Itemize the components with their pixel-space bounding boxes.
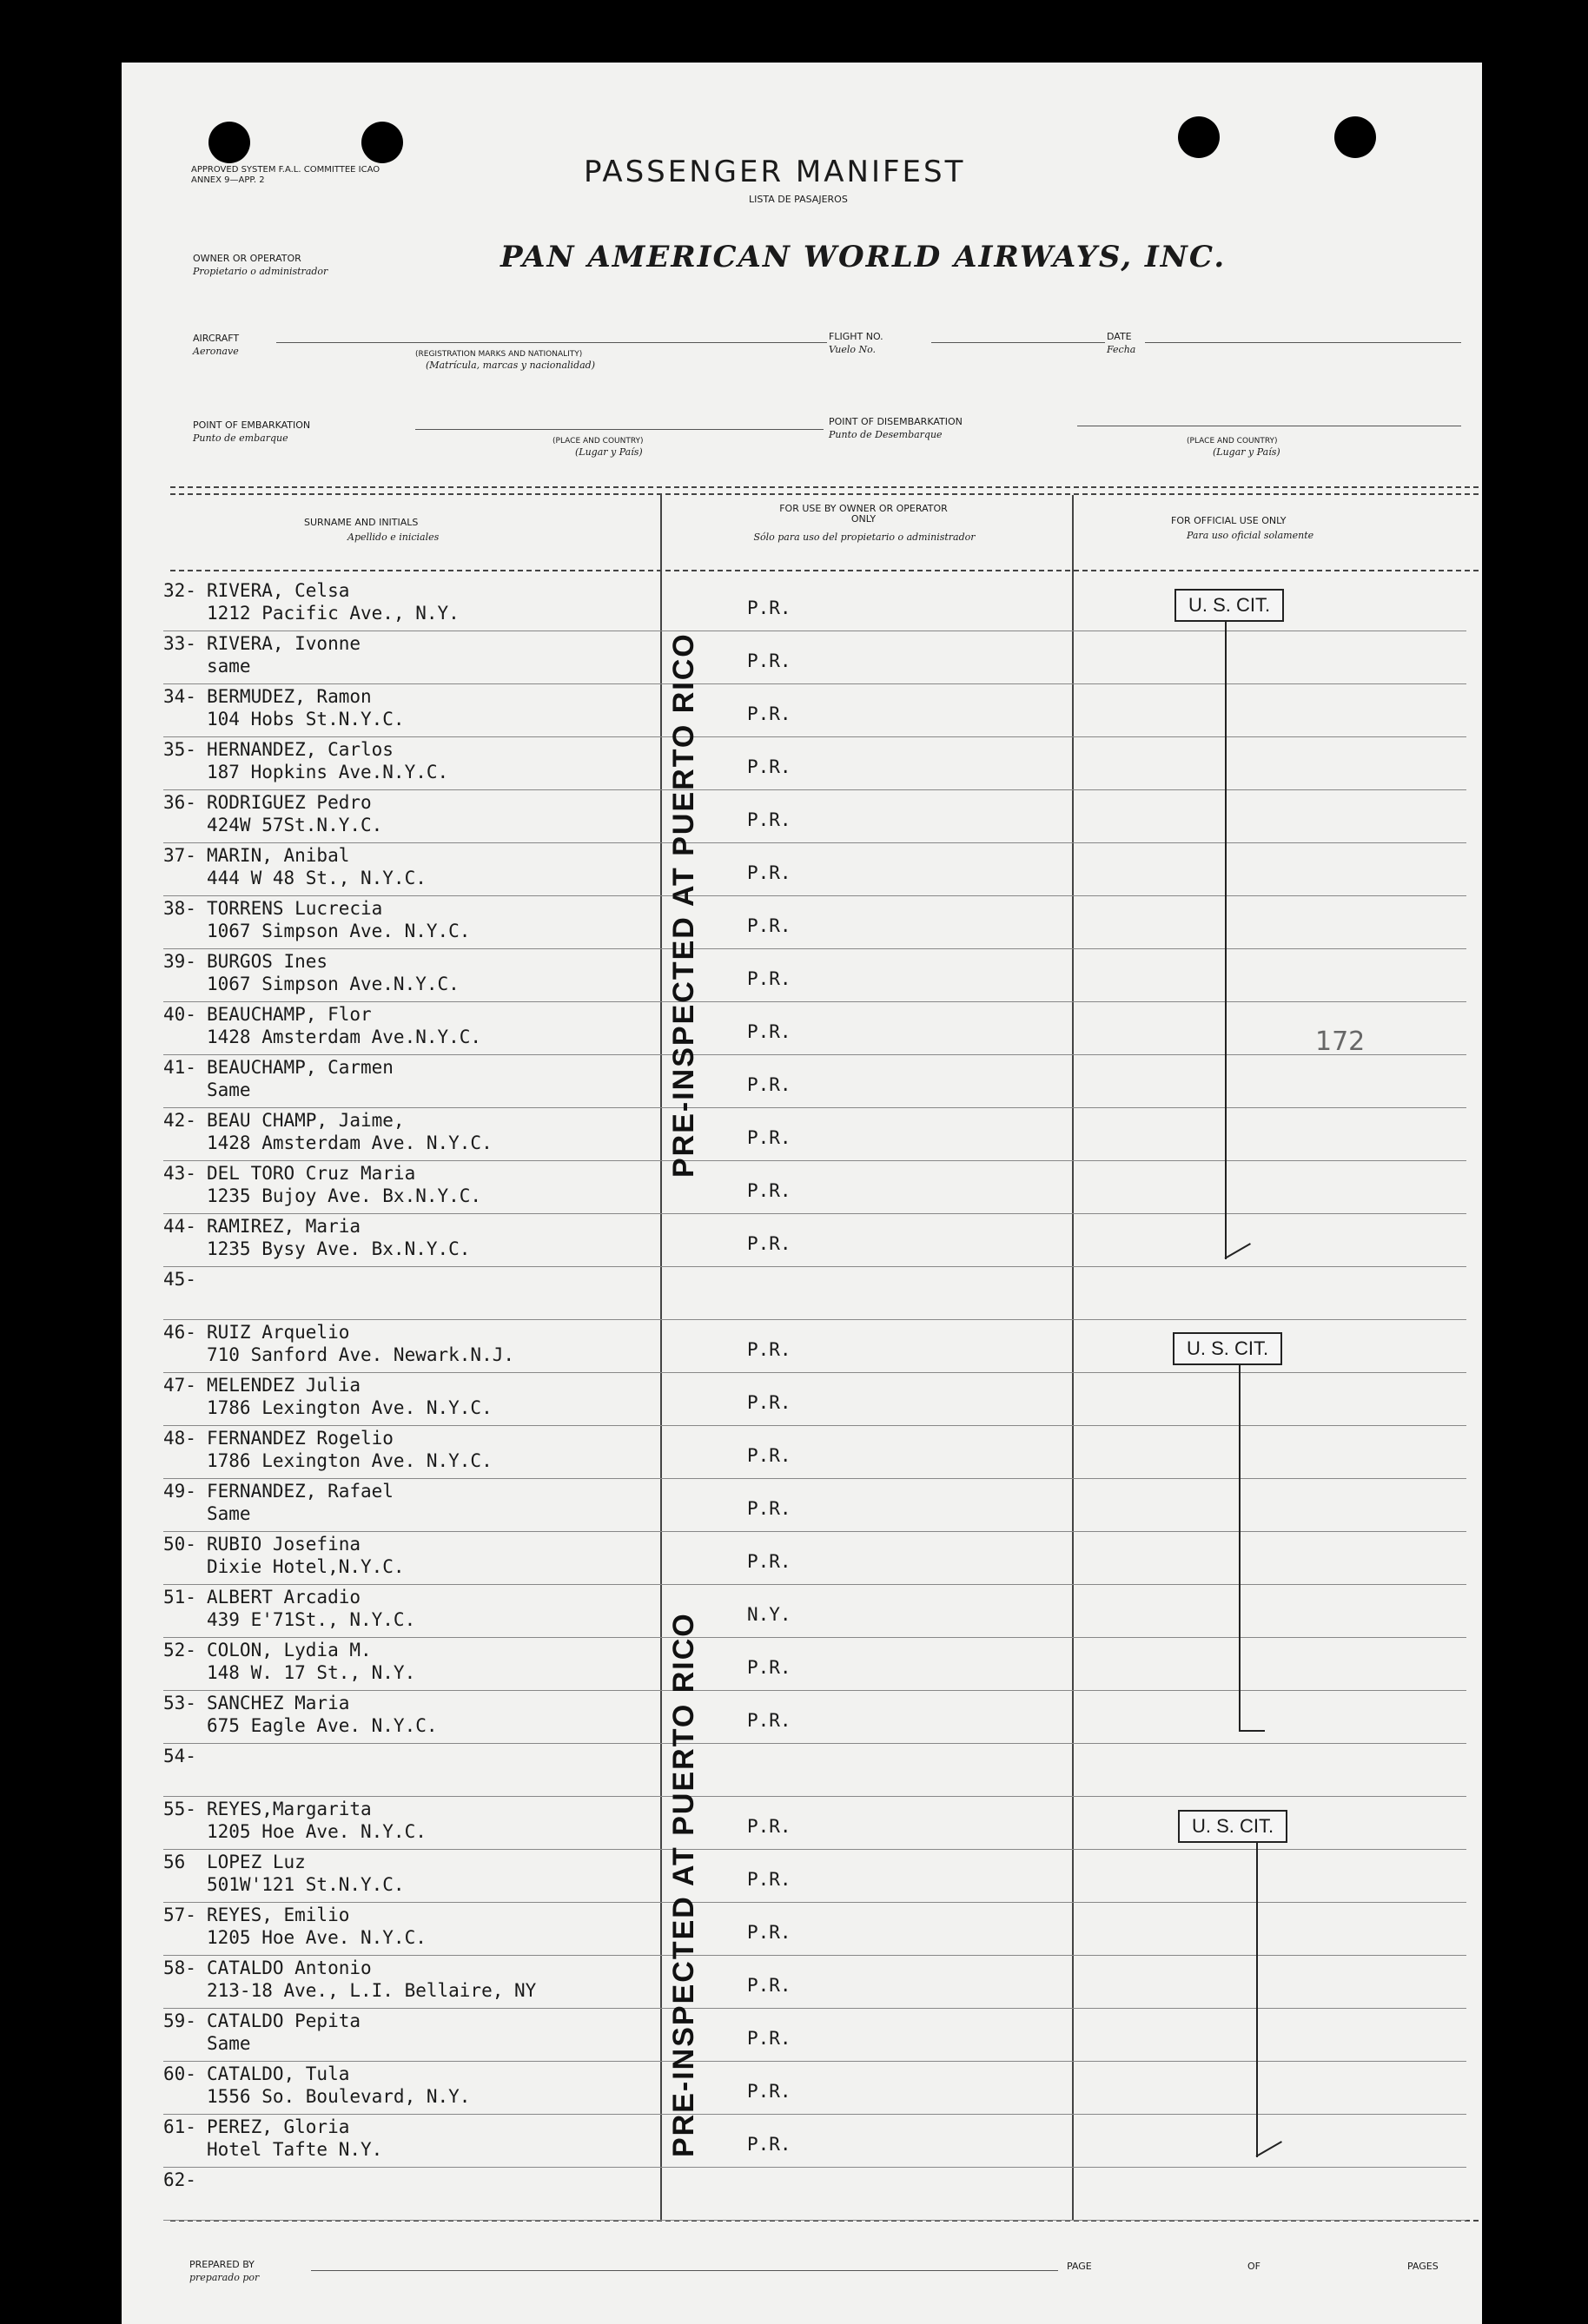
punch-hole [361, 122, 403, 163]
bracket-line [1256, 1843, 1258, 2157]
passenger-address: same [207, 656, 251, 677]
prepared-by-line [311, 2270, 1058, 2271]
table-row [163, 2007, 1466, 2062]
origin-code: P.R. [747, 1498, 791, 1519]
table-row [163, 1371, 1466, 1426]
origin-code: P.R. [747, 756, 791, 777]
table-row [163, 1106, 1466, 1161]
passenger-address: Same [207, 1503, 251, 1524]
table-row [163, 1424, 1466, 1479]
origin-code: P.R. [747, 915, 791, 936]
passenger-address: 1235 Bysy Ave. Bx.N.Y.C. [207, 1238, 471, 1259]
passenger-address: 213-18 Ave., L.I. Bellaire, NY [207, 1980, 537, 2001]
date-label-es: Fecha [1107, 344, 1136, 355]
origin-code: P.R. [747, 1339, 791, 1360]
prepared-by-label-es: preparado por [189, 2272, 260, 2283]
embark-label: POINT OF EMBARKATION [193, 419, 311, 431]
passenger-address: Hotel Tafte N.Y. [207, 2139, 383, 2160]
origin-code: P.R. [747, 1233, 791, 1254]
passenger-address: 1556 So. Boulevard, N.Y. [207, 2086, 471, 2107]
origin-code: P.R. [747, 1710, 791, 1731]
table-row [163, 1636, 1466, 1691]
passenger-number: 37- [163, 845, 196, 866]
passenger-number: 45- [163, 1269, 196, 1290]
table-row [163, 1212, 1466, 1267]
passenger-address: Same [207, 2033, 251, 2054]
us-cit-stamp: U. S. CIT. [1174, 589, 1284, 622]
passenger-name: HERNANDEZ, Carlos [207, 739, 394, 760]
passenger-address: 424W 57St.N.Y.C. [207, 815, 383, 835]
table-row [163, 895, 1466, 949]
table-row [163, 1848, 1466, 1903]
preinspected-stamp: PRE-INSPECTED AT PUERTO RICO [667, 1612, 700, 2157]
passenger-address: 187 Hopkins Ave.N.Y.C. [207, 762, 449, 782]
origin-code: P.R. [747, 650, 791, 671]
passenger-address: 1786 Lexington Ave. N.Y.C. [207, 1397, 493, 1418]
table-row [163, 1689, 1466, 1744]
passenger-number: 56 [163, 1852, 186, 1872]
origin-code: P.R. [747, 1127, 791, 1148]
passenger-name: RAMIREZ, Maria [207, 1216, 361, 1237]
col-owner-header: FOR USE BY OWNER OR OPERATOR ONLY [779, 503, 948, 525]
passenger-address: 444 W 48 St., N.Y.C. [207, 868, 427, 888]
page-title: PASSENGER MANIFEST [584, 155, 966, 189]
origin-code: P.R. [747, 862, 791, 883]
passenger-name: ALBERT Arcadio [207, 1587, 361, 1608]
origin-code: P.R. [747, 1816, 791, 1837]
passenger-address: 148 W. 17 St., N.Y. [207, 1662, 416, 1683]
passenger-number: 59- [163, 2010, 196, 2031]
passenger-name: MARIN, Anibal [207, 845, 350, 866]
embark-place-note-es: (Lugar y País) [575, 446, 643, 458]
passenger-number: 46- [163, 1322, 196, 1343]
passenger-address: 1067 Simpson Ave. N.Y.C. [207, 921, 471, 941]
disembark-label: POINT OF DISEMBARKATION [829, 416, 963, 427]
approval-note: APPROVED SYSTEM F.A.L. COMMITTEE ICAO ANNEX 9—APP. 2 [191, 165, 380, 185]
table-row [163, 789, 1466, 843]
table-row [163, 1000, 1466, 1055]
passenger-address: 104 Hobs St.N.Y.C. [207, 709, 405, 730]
passenger-number: 40- [163, 1004, 196, 1025]
registration-note-es: (Matrícula, marcas y nacionalidad) [426, 360, 595, 371]
table-top-border [170, 486, 1479, 488]
col-surname-header-es: Apellido e iniciales [347, 531, 440, 543]
passenger-name: BEAUCHAMP, Flor [207, 1004, 372, 1025]
origin-code: P.R. [747, 1074, 791, 1095]
col-official-header: FOR OFFICIAL USE ONLY [1171, 515, 1287, 526]
passenger-address: 1235 Bujoy Ave. Bx.N.Y.C. [207, 1185, 482, 1206]
passenger-name: RUBIO Josefina [207, 1534, 361, 1555]
table-row [163, 2113, 1466, 2168]
table-row [163, 1477, 1466, 1532]
passenger-address: 1428 Amsterdam Ave. N.Y.C. [207, 1132, 493, 1153]
passenger-address: 710 Sanford Ave. Newark.N.J. [207, 1344, 515, 1365]
passenger-number: 50- [163, 1534, 196, 1555]
punch-hole [1178, 116, 1220, 158]
passenger-number: 36- [163, 792, 196, 813]
aircraft-label: AIRCRAFT [193, 333, 240, 344]
airline-name: PAN AMERICAN WORLD AIRWAYS, INC. [500, 240, 1227, 274]
date-label: DATE [1107, 331, 1132, 342]
table-row [163, 2060, 1466, 2115]
passenger-name: BEAU CHAMP, Jaime, [207, 1110, 405, 1131]
origin-code: P.R. [747, 1180, 791, 1201]
passenger-name: CATALDO Pepita [207, 2010, 361, 2031]
passenger-name: COLON, Lydia M. [207, 1640, 372, 1660]
passenger-name: REYES, Emilio [207, 1905, 350, 1925]
origin-code: P.R. [747, 1657, 791, 1678]
passenger-address: 1205 Hoe Ave. N.Y.C. [207, 1821, 427, 1842]
aircraft-line [276, 342, 827, 343]
page-number-stamp: 172 [1315, 1027, 1366, 1057]
passenger-number: 34- [163, 686, 196, 707]
table-top-border-2 [170, 493, 1479, 495]
table-row [163, 1901, 1466, 1956]
table-row [163, 1053, 1466, 1108]
passenger-name: FERNANDEZ, Rafael [207, 1481, 394, 1502]
passenger-number: 57- [163, 1905, 196, 1925]
table-row [163, 630, 1466, 684]
disembark-place-note-es: (Lugar y País) [1213, 446, 1280, 458]
owner-label: OWNER OR OPERATOR [193, 253, 301, 264]
passenger-name: BERMUDEZ, Ramon [207, 686, 372, 707]
passenger-address: 501W'121 St.N.Y.C. [207, 1874, 405, 1895]
passenger-number: 43- [163, 1163, 196, 1184]
passenger-number: 55- [163, 1799, 196, 1819]
passenger-number: 62- [163, 2169, 196, 2190]
table-row [163, 1742, 1466, 1797]
passenger-name: LOPEZ Luz [207, 1852, 306, 1872]
passenger-name: RUIZ Arquelio [207, 1322, 350, 1343]
origin-code: P.R. [747, 968, 791, 989]
origin-code: P.R. [747, 1922, 791, 1943]
embark-place-note: (PLACE AND COUNTRY) [552, 437, 644, 446]
origin-code: P.R. [747, 2028, 791, 2049]
of-label: OF [1247, 2261, 1260, 2272]
passenger-name: TORRENS Lucrecia [207, 898, 383, 919]
passenger-name: RIVERA, Celsa [207, 580, 350, 601]
disembark-place-note: (PLACE AND COUNTRY) [1187, 437, 1278, 446]
passenger-number: 53- [163, 1693, 196, 1713]
passenger-name: CATALDO, Tula [207, 2063, 350, 2084]
col-surname-header: SURNAME AND INITIALS [304, 517, 419, 528]
embark-line [415, 429, 824, 430]
passenger-address: 439 E'71St., N.Y.C. [207, 1609, 416, 1630]
flight-label: FLIGHT NO. [829, 331, 883, 342]
punch-hole [1334, 116, 1376, 158]
origin-code: P.R. [747, 1445, 791, 1466]
table-row [163, 2166, 1466, 2221]
passenger-address: Same [207, 1079, 251, 1100]
table-row [163, 736, 1466, 790]
passenger-name: REYES,Margarita [207, 1799, 372, 1819]
origin-code: P.R. [747, 1869, 791, 1890]
passenger-address: 1428 Amsterdam Ave.N.Y.C. [207, 1027, 482, 1047]
us-cit-stamp: U. S. CIT. [1173, 1332, 1282, 1365]
bracket-line [1239, 1365, 1241, 1732]
col-owner-header-es: Sólo para uso del propietario o administrador [753, 531, 976, 543]
passenger-number: 51- [163, 1587, 196, 1608]
passenger-name: CATALDO Antonio [207, 1958, 372, 1978]
passenger-name: DEL TORO Cruz Maria [207, 1163, 416, 1184]
passenger-name: SANCHEZ Maria [207, 1693, 350, 1713]
passenger-number: 60- [163, 2063, 196, 2084]
passenger-number: 41- [163, 1057, 196, 1078]
bracket-tick [1239, 1730, 1265, 1732]
table-row [163, 683, 1466, 737]
passenger-number: 38- [163, 898, 196, 919]
owner-label-es: Propietario o administrador [193, 266, 328, 277]
passenger-number: 48- [163, 1428, 196, 1449]
punch-hole [208, 122, 250, 163]
disembark-label-es: Punto de Desembarque [829, 429, 943, 440]
registration-note: (REGISTRATION MARKS AND NATIONALITY) [415, 350, 583, 359]
table-row [163, 1530, 1466, 1585]
table-row [163, 1265, 1466, 1320]
passenger-number: 35- [163, 739, 196, 760]
flight-label-es: Vuelo No. [829, 344, 877, 355]
passenger-address: 1205 Hoe Ave. N.Y.C. [207, 1927, 427, 1948]
passenger-address: 1212 Pacific Ave., N.Y. [207, 603, 460, 624]
table-header-border [170, 570, 1479, 571]
passenger-name: MELENDEZ Julia [207, 1375, 361, 1396]
table-row [163, 1583, 1466, 1638]
bracket-line [1225, 622, 1227, 1259]
passenger-address: Dixie Hotel,N.Y.C. [207, 1556, 405, 1577]
passenger-number: 44- [163, 1216, 196, 1237]
passenger-number: 52- [163, 1640, 196, 1660]
passenger-name: BURGOS Ines [207, 951, 328, 972]
passenger-name: BEAUCHAMP, Carmen [207, 1057, 394, 1078]
origin-code: N.Y. [747, 1604, 791, 1625]
passenger-number: 33- [163, 633, 196, 654]
passenger-number: 39- [163, 951, 196, 972]
page-label: PAGE [1067, 2261, 1092, 2272]
us-cit-stamp: U. S. CIT. [1178, 1810, 1287, 1843]
passenger-name: FERNANDEZ Rogelio [207, 1428, 394, 1449]
passenger-name: RIVERA, Ivonne [207, 633, 361, 654]
passenger-number: 32- [163, 580, 196, 601]
passenger-name: PEREZ, Gloria [207, 2116, 350, 2137]
passenger-name: RODRIGUEZ Pedro [207, 792, 372, 813]
embark-label-es: Punto de embarque [193, 432, 288, 444]
origin-code: P.R. [747, 1021, 791, 1042]
pages-label: PAGES [1407, 2261, 1439, 2272]
passenger-address: 1067 Simpson Ave.N.Y.C. [207, 974, 460, 994]
date-line [1145, 342, 1461, 343]
preinspected-stamp: PRE-INSPECTED AT PUERTO RICO [667, 632, 700, 1178]
passenger-address: 675 Eagle Ave. N.Y.C. [207, 1715, 438, 1736]
passenger-number: 42- [163, 1110, 196, 1131]
origin-code: P.R. [747, 2081, 791, 2102]
passenger-number: 47- [163, 1375, 196, 1396]
aircraft-label-es: Aeronave [193, 346, 239, 357]
table-row [163, 842, 1466, 896]
page-subtitle: LISTA DE PASAJEROS [749, 194, 848, 205]
origin-code: P.R. [747, 703, 791, 724]
origin-code: P.R. [747, 598, 791, 618]
passenger-number: 49- [163, 1481, 196, 1502]
origin-code: P.R. [747, 1975, 791, 1996]
table-row [163, 1159, 1466, 1214]
passenger-number: 54- [163, 1746, 196, 1766]
flight-line [931, 342, 1105, 343]
passenger-number: 61- [163, 2116, 196, 2137]
origin-code: P.R. [747, 2134, 791, 2155]
prepared-by-label: PREPARED BY [189, 2259, 255, 2270]
table-row [163, 947, 1466, 1002]
origin-code: P.R. [747, 1392, 791, 1413]
origin-code: P.R. [747, 1551, 791, 1572]
table-row [163, 1954, 1466, 2009]
passenger-address: 1786 Lexington Ave. N.Y.C. [207, 1450, 493, 1471]
passenger-number: 58- [163, 1958, 196, 1978]
col-official-header-es: Para uso oficial solamente [1187, 530, 1314, 541]
origin-code: P.R. [747, 809, 791, 830]
